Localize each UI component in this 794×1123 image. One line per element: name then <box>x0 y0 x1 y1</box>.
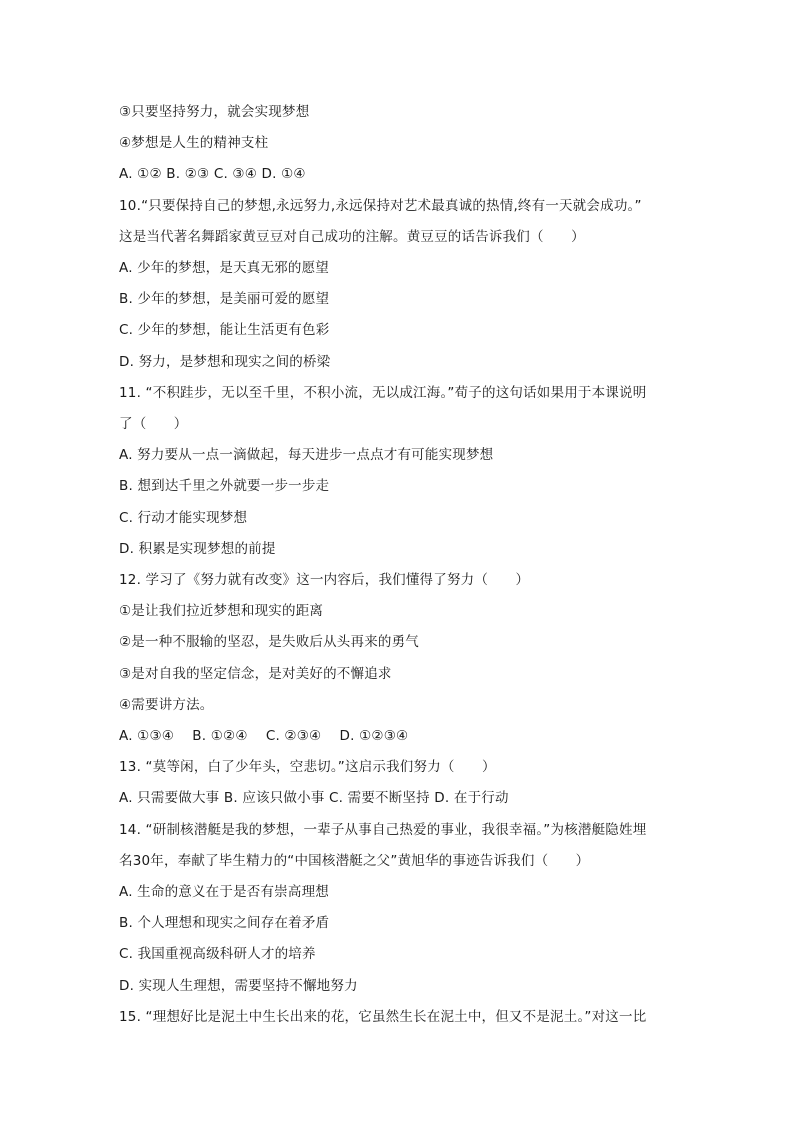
statement-3: ③是对自我的坚定信念，是对美好的不懈追求 <box>119 666 392 682</box>
option-d: D. 实现人生理想，需要坚持不懈地努力 <box>119 978 358 994</box>
question-14-stem-cont: 名30年，奉献了毕生精力的“中国核潜艇之父”黄旭华的事迹告诉我们（ ） <box>119 853 590 869</box>
option-c: C. 我国重视高级科研人才的培养 <box>119 946 316 962</box>
option-d: D. 努力，是梦想和现实之间的桥梁 <box>119 354 331 370</box>
question-10-stem-cont: 这是当代著名舞蹈家黄豆豆对自己成功的注解。黄豆豆的话告诉我们（ ） <box>119 229 585 245</box>
question-13-stem: 13. “莫等闲，白了少年头，空悲切。”这启示我们努力（ ） <box>119 759 496 775</box>
option-b: B. 想到达千里之外就要一步一步走 <box>119 478 330 494</box>
statement-2: ②是一种不服输的坚忍，是失败后从头再来的勇气 <box>119 634 420 650</box>
answer-choices: A. 只需要做大事 B. 应该只做小事 C. 需要不断坚持 D. 在于行动 <box>119 790 509 806</box>
option-line: ④梦想是人生的精神支柱 <box>119 135 269 151</box>
option-b: B. 少年的梦想，是美丽可爱的愿望 <box>119 291 330 307</box>
statement-4: ④需要讲方法。 <box>119 697 214 713</box>
answer-choices: A. ①③④ B. ①②④ C. ②③④ D. ①②③④ <box>119 728 409 744</box>
option-a: A. 努力要从一点一滴做起，每天进步一点点才有可能实现梦想 <box>119 447 494 463</box>
question-11-stem-cont: 了（ ） <box>119 416 188 432</box>
question-15-stem: 15. “理想好比是泥土中生长出来的花，它虽然生长在泥土中，但又不是泥土。”对这一比 <box>119 1009 647 1025</box>
question-14-stem: 14. “研制核潜艇是我的梦想，一辈子从事自己热爱的事业，我很幸福。”为核潜艇隐姓埋 <box>119 822 647 838</box>
option-a: A. 少年的梦想，是天真无邪的愿望 <box>119 260 329 276</box>
option-a: A. 生命的意义在于是否有崇高理想 <box>119 884 329 900</box>
option-b: B. 个人理想和现实之间存在着矛盾 <box>119 915 330 931</box>
question-12-stem: 12. 学习了《努力就有改变》这一内容后，我们懂得了努力（ ） <box>119 572 530 588</box>
answer-choices: A. ①② B. ②③ C. ③④ D. ①④ <box>119 166 306 182</box>
question-11-stem: 11. “不积跬步，无以至千里，不积小流，无以成江海。”荀子的这句话如果用于本课说明 <box>119 385 647 401</box>
option-d: D. 积累是实现梦想的前提 <box>119 541 276 557</box>
option-line: ③只要坚持努力，就会实现梦想 <box>119 104 310 120</box>
option-c: C. 行动才能实现梦想 <box>119 510 248 526</box>
statement-1: ①是让我们拉近梦想和现实的距离 <box>119 603 324 619</box>
question-10-stem: 10.“只要保持自己的梦想,永远努力,永远保持对艺术最真诚的热情,终有一天就会成功。” <box>119 198 642 214</box>
option-c: C. 少年的梦想，能让生活更有色彩 <box>119 322 330 338</box>
